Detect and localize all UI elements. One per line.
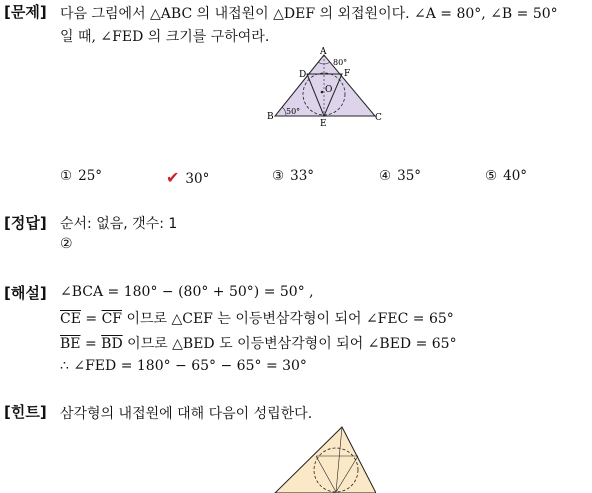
- answer-line-2: ②: [60, 236, 73, 252]
- choice-2-value: 30°: [185, 171, 210, 187]
- label-angle-b: 50°: [286, 107, 301, 116]
- choice-5-number: ⑤: [485, 168, 498, 184]
- segment-ce: $\overline{CE}$: [60, 311, 81, 327]
- check-mark-icon: ✔: [166, 168, 180, 187]
- problem-label: [문제]: [4, 3, 47, 21]
- problem-line-2: 일 때, ∠FED 의 크기를 구하여라.: [60, 29, 270, 45]
- choice-4-number: ④: [379, 168, 392, 184]
- label-angle-a: 80°: [333, 58, 348, 67]
- answer-label: [정답]: [4, 214, 47, 232]
- label-f: F: [344, 69, 351, 79]
- problem-line-1: 다음 그림에서 △ABC 의 내접원이 △DEF 의 외접원이다. ∠A = 80°, ∠B = 50°: [60, 6, 558, 22]
- choice-4[interactable]: [379, 168, 421, 184]
- equals-sign: =: [80, 336, 102, 352]
- explanation-line-1: ∠BCA = 180° − (80° + 50°) = 50° ,: [60, 284, 314, 300]
- choice-2[interactable]: [166, 168, 209, 187]
- explanation-line-3-rest: 이므로 △BED 도 이등변삼각형이 되어 ∠BED = 65°: [122, 336, 457, 352]
- segment-bd: $\overline{BD}$: [101, 336, 123, 352]
- choice-3[interactable]: [272, 168, 314, 184]
- label-d: D: [299, 70, 307, 80]
- explanation-line-4: ∴ ∠FED = 180° − 65° − 65° = 30°: [60, 358, 307, 374]
- explanation-line-3: [60, 333, 457, 353]
- label-b: B: [267, 112, 274, 122]
- choice-1-number: ①: [60, 168, 73, 184]
- hint-line-1: 삼각형의 내접원에 대해 다음이 성립한다.: [60, 406, 313, 422]
- hint-figure: [272, 424, 376, 493]
- choice-1[interactable]: [60, 168, 102, 184]
- choice-5[interactable]: [485, 168, 527, 184]
- explanation-line-2-rest: 이므로 △CEF 는 이등변삼각형이 되어 ∠FEC = 65°: [122, 311, 454, 327]
- triangle-figure: [262, 44, 386, 128]
- hint-label: [힌트]: [4, 403, 47, 421]
- equals-sign: =: [80, 311, 102, 327]
- explanation-label: [해설]: [4, 284, 47, 302]
- explanation-line-2: [60, 308, 454, 328]
- label-a: A: [320, 47, 327, 57]
- choice-1-value: 25°: [78, 168, 103, 184]
- hint-triangle: [275, 427, 376, 493]
- segment-cf: $\overline{CF}$: [101, 311, 123, 327]
- choice-4-value: 35°: [397, 168, 422, 184]
- segment-be: $\overline{BE}$: [60, 336, 81, 352]
- label-c: C: [375, 113, 382, 123]
- center-o: [321, 91, 324, 94]
- choice-3-value: 33°: [290, 168, 315, 184]
- label-e: E: [320, 119, 327, 128]
- choice-3-number: ③: [272, 168, 285, 184]
- choice-5-value: 40°: [503, 168, 528, 184]
- answer-line-1: 순서: 없음, 갯수: 1: [60, 216, 178, 232]
- label-o: O: [325, 85, 333, 95]
